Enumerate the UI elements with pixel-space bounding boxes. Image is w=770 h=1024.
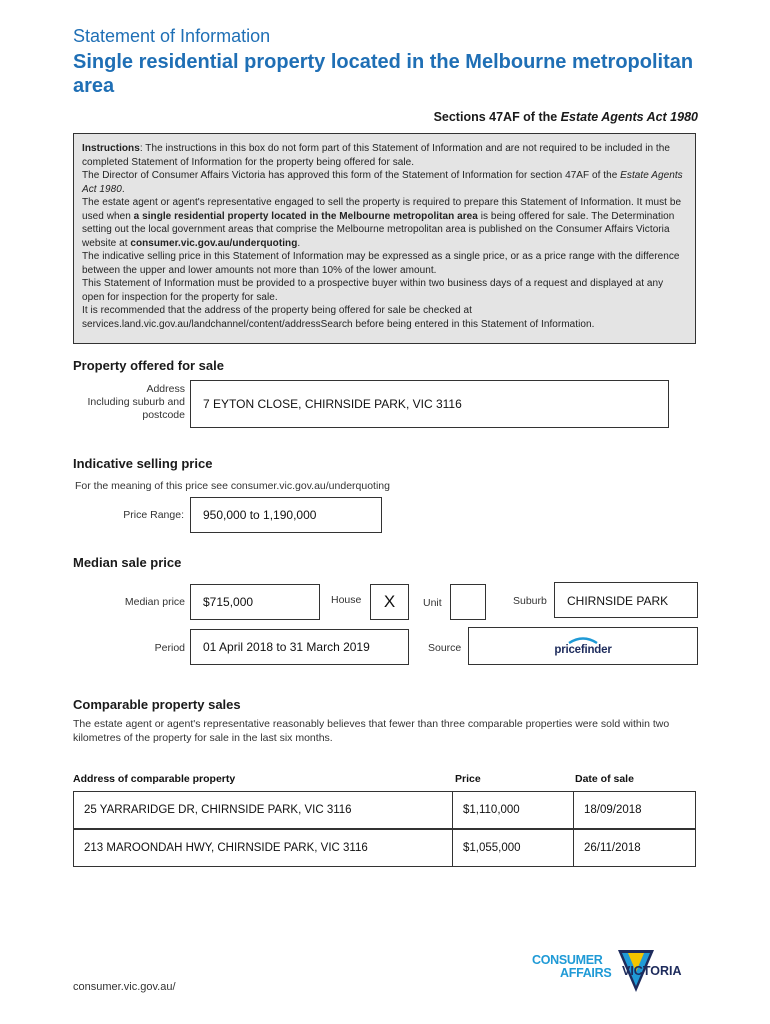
instructions-p4: The indicative selling price in this Statement of Information may be expressed as a single price, or as a price range with the difference between the upper and lower amounts not more than 10% of the lower amount.	[82, 251, 680, 276]
col-address-header: Address of comparable property	[73, 773, 236, 785]
instructions-p5: This Statement of Information must be provided to a prospective buyer within two business days of a request and displayed at any open for inspection for the property for sale.	[82, 278, 664, 303]
instructions-p6: It is recommended that the address of the property being offered for sale be checked at services.land.vic.gov.au/landchannel/content/addressSearch before being entered in this Statement of Information.	[82, 305, 595, 330]
property-heading: Property offered for sale	[73, 358, 224, 373]
house-label: House	[331, 594, 362, 606]
address-label-line2: Including suburb and	[87, 396, 185, 408]
instructions-p2	[82, 169, 687, 196]
table-row	[73, 791, 696, 829]
table-row	[73, 829, 696, 867]
instructions-p3	[82, 196, 687, 250]
instructions-p3b: is being offered for sale. The Determination setting out the local government areas that comprise the Melbourne metropolitan area is published on the Consumer Affairs Victoria website at	[82, 210, 675, 249]
sections-prefix: Sections 47AF of the	[433, 110, 561, 124]
row-date[interactable]: 26/11/2018	[584, 842, 641, 854]
indicative-heading: Indicative selling price	[73, 456, 213, 471]
consumer-affairs-victoria-logo	[532, 946, 692, 994]
sections-reference	[434, 110, 698, 124]
instructions-p2b: .	[121, 183, 125, 195]
row-address[interactable]: 25 YARRARIDGE DR, CHIRNSIDE PARK, VIC 3116	[84, 804, 352, 816]
instructions-p1	[82, 142, 687, 169]
indicative-note: For the meaning of this price see consumer.vic.gov.au/underquoting	[75, 480, 390, 492]
instructions-p1-text: : The instructions in this box do not form part of this Statement of Information and are not required to be included in the completed Statement of Information for the property being offered for sale.	[82, 143, 670, 168]
suburb-label: Suburb	[513, 595, 547, 607]
suburb-field[interactable]: CHIRNSIDE PARK	[554, 582, 698, 618]
address-field[interactable]: 7 EYTON CLOSE, CHIRNSIDE PARK, VIC 3116	[190, 380, 669, 428]
source-field[interactable]	[468, 627, 698, 665]
instructions-p3c: .	[297, 237, 301, 249]
pricefinder-wordmark: pricefinder	[554, 644, 612, 656]
pricefinder-logo	[469, 628, 697, 664]
instructions-box	[73, 133, 696, 344]
instructions-p3a: The estate agent or agent's representative engaged to sell the property is required to prepare this Statement of Information. It must be used when	[82, 197, 682, 222]
underquoting-link[interactable]: consumer.vic.gov.au/underquoting	[130, 237, 298, 249]
document-type: Statement of Information	[73, 26, 271, 46]
address-label-line1: Address	[146, 383, 185, 395]
instructions-label: Instructions	[82, 143, 140, 154]
row-price[interactable]: $1,055,000	[463, 842, 521, 854]
logo-affairs: AFFAIRS	[560, 966, 612, 980]
unit-checkbox[interactable]	[450, 584, 486, 620]
median-price-label: Median price	[124, 596, 185, 608]
col-price-header: Price	[455, 773, 481, 785]
instructions-p2-act: Estate Agents Act 1980	[82, 170, 683, 195]
sections-act: Estate Agents Act 1980	[560, 110, 698, 124]
median-price-field[interactable]: $715,000	[190, 584, 320, 620]
page-title: Single residential property located in the Melbourne metropolitan area	[73, 51, 694, 97]
comparable-note: The estate agent or agent's representative reasonably believes that fewer than three comparable properties were sold within two kilometres of the property for sale in the last six months.	[73, 718, 670, 744]
median-heading: Median sale price	[73, 555, 182, 570]
logo-victoria: VICTORIA	[622, 964, 682, 978]
price-range-label: Price Range:	[123, 509, 184, 521]
unit-label: Unit	[423, 597, 442, 609]
pricefinder-arc-icon	[567, 636, 599, 644]
comparable-heading: Comparable property sales	[73, 697, 241, 712]
row-date[interactable]: 18/09/2018	[584, 804, 642, 816]
row-address[interactable]: 213 MAROONDAH HWY, CHIRNSIDE PARK, VIC 3116	[84, 842, 368, 854]
period-label: Period	[154, 642, 185, 654]
instructions-p2a: The Director of Consumer Affairs Victoria has approved this form of the Statement of Information for section 47AF of the	[82, 170, 621, 181]
source-label: Source	[428, 642, 462, 654]
period-field[interactable]: 01 April 2018 to 31 March 2019	[190, 629, 409, 665]
address-label-line3: postcode	[142, 409, 185, 421]
price-range-field[interactable]: 950,000 to 1,190,000	[190, 497, 382, 533]
row-price[interactable]: $1,110,000	[463, 804, 520, 816]
instructions-p3-bold: a single residential property located in the Melbourne metropolitan area	[133, 210, 478, 222]
address-label	[60, 383, 185, 422]
col-date-header: Date of sale	[575, 773, 634, 785]
house-checkbox[interactable]: X	[370, 584, 409, 620]
logo-consumer: CONSUMER	[532, 953, 603, 967]
footer-url[interactable]: consumer.vic.gov.au/	[73, 981, 176, 993]
